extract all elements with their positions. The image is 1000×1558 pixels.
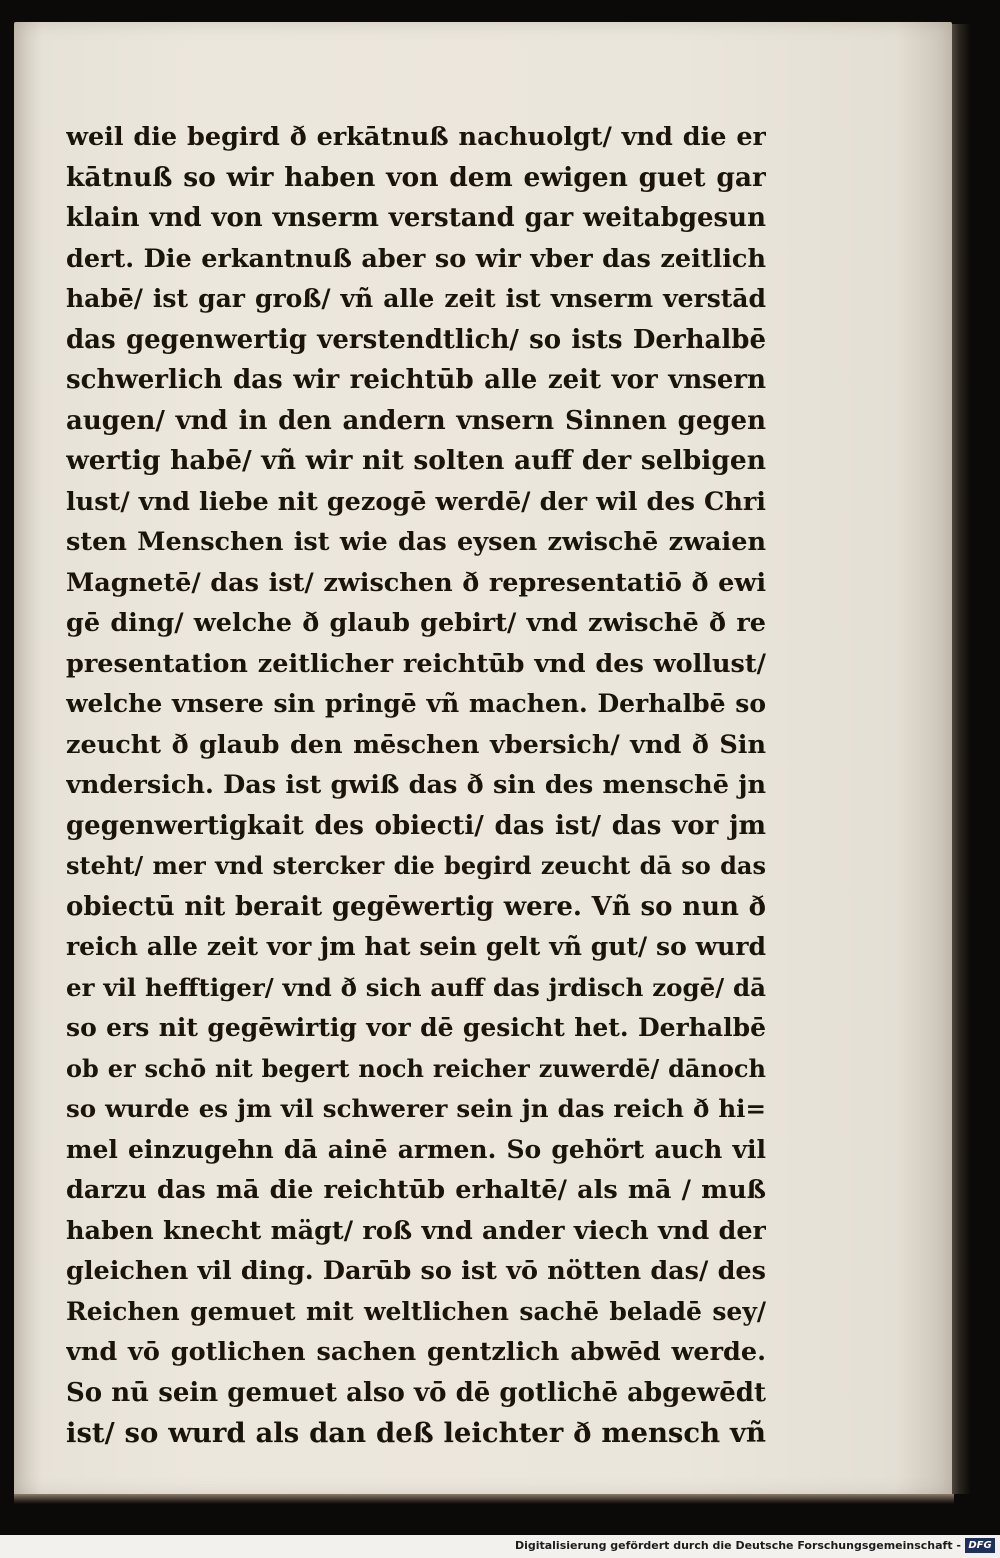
text-line: gleichen vil ding. Darūb so ist vō nötten das/ des bbox=[66, 1256, 766, 1286]
text-line: sten Menschen ist wie das eysen zwischē zwaien bbox=[66, 527, 766, 557]
text-line: weil die begird ð erkātnuß nachuolgt/ vnd die er bbox=[66, 122, 766, 152]
text-line: er vil hefftiger/ vnd ð sich auff das jrdisch zogē/ dā bbox=[66, 972, 766, 1002]
text-line: vndersich. Das ist gwiß das ð sin des menschē jn bbox=[66, 770, 766, 800]
text-line: kātnuß so wir haben von dem ewigen guet gar bbox=[66, 161, 766, 193]
text-line: zeucht ð glaub den mēschen vbersich/ vnd ð Sin bbox=[66, 729, 766, 760]
text-line: Reichen gemuet mit weltlichen sachē beladē sey/ bbox=[66, 1296, 766, 1326]
text-line: steht/ mer vnd stercker die begird zeucht dā so das bbox=[66, 851, 766, 880]
text-line: habē/ ist gar groß/ vñ alle zeit ist vnserm verstād bbox=[66, 284, 766, 313]
text-line: reich alle zeit vor jm hat sein gelt vñ gut/ so wurd bbox=[66, 932, 766, 961]
page-bottom-edge bbox=[14, 1494, 954, 1504]
text-line: wertig habē/ vñ wir nit solten auff der selbigen bbox=[66, 445, 766, 476]
text-line: so ers nit gegēwirtig vor dē gesicht het. Derhalbē bbox=[66, 1013, 766, 1042]
text-line: lust/ vnd liebe nit gezogē werdē/ der wil des Chri bbox=[66, 486, 766, 517]
text-line: mel einzugehn dā ainē armen. So gehört auch vil bbox=[66, 1134, 766, 1164]
page-edge bbox=[952, 24, 970, 1494]
text-line: schwerlich das wir reichtūb alle zeit vor vnsern bbox=[66, 365, 766, 395]
text-line: das gegenwertig verstendtlich/ so ists Derhalbē bbox=[66, 324, 766, 355]
text-line: dert. Die erkantnuß aber so wir vber das zeitlich bbox=[66, 243, 766, 274]
text-line: presentation zeitlicher reichtūb vnd des wollust/ bbox=[66, 648, 766, 679]
footer-bar bbox=[0, 1535, 1000, 1558]
text-line: gegenwertigkait des obiecti/ das ist/ das vor jm bbox=[66, 810, 766, 841]
text-line: vnd vō gotlichen sachen gentzlich abwēd werde. bbox=[66, 1337, 766, 1367]
text-line: obiectū nit berait gegēwertig were. Vñ so nun ð bbox=[66, 891, 766, 922]
text-line: ist/ so wurd als dan deß leichter ð mensch vñ bbox=[66, 1417, 766, 1449]
dfg-logo[interactable]: DFG bbox=[965, 1538, 995, 1553]
text-line: Magnetē/ das ist/ zwischen ð representatiō ð ewi bbox=[66, 567, 766, 598]
funding-credit: Digitalisierung gefördert durch die Deutsche Forschungsgemeinschaft - bbox=[514, 1539, 961, 1552]
text-line: darzu das mā die reichtūb erhaltē/ als mā / muß bbox=[66, 1175, 766, 1205]
text-line: gē ding/ welche ð glaub gebirt/ vnd zwischē ð re bbox=[66, 608, 766, 638]
text-line: So nū sein gemuet also vō dē gotlichē abgewēdt bbox=[66, 1377, 766, 1408]
page-text-block bbox=[66, 117, 766, 1454]
text-line: welche vnsere sin pringē vñ machen. Derhalbē so bbox=[66, 689, 766, 718]
text-line: klain vnd von vnserm verstand gar weitabgesun bbox=[66, 203, 766, 233]
text-line: so wurde es jm vil schwerer sein jn das reich ð hi= bbox=[66, 1094, 766, 1123]
text-line: ob er schō nit begert noch reicher zuwerdē/ dānoch bbox=[66, 1053, 766, 1083]
text-line: haben knecht mägt/ roß vnd ander viech vnd der bbox=[66, 1215, 766, 1246]
text-line: augen/ vnd in den andern vnsern Sinnen gegen bbox=[66, 405, 766, 436]
